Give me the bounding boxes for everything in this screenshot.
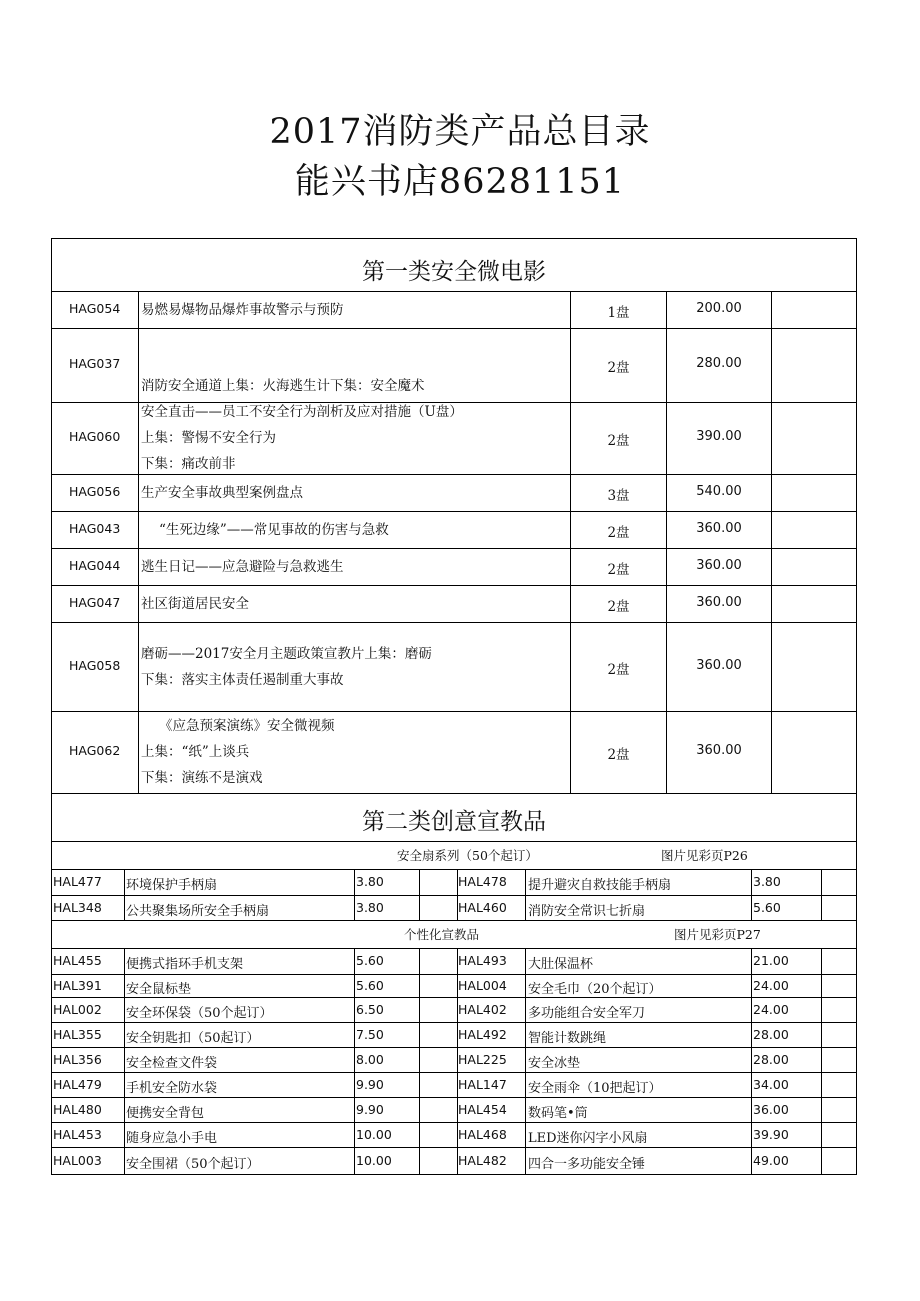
divider [52, 291, 856, 292]
product-name: 智能计数跳绳 [528, 1030, 607, 1046]
product-name: 安全雨伞（10把起订） [528, 1080, 662, 1096]
product-code: HAL480 [53, 1101, 102, 1117]
product-code: HAL391 [53, 977, 102, 993]
row-divider [52, 895, 856, 896]
product-description: “生死边缘”——常见事故的伤害与急救 [159, 521, 389, 538]
product-code: HAL479 [53, 1076, 102, 1092]
product-code: HAL004 [458, 977, 507, 993]
product-price: 8.00 [356, 1051, 384, 1067]
product-price: 390.00 [696, 429, 742, 444]
product-quantity: 3盘 [607, 487, 630, 504]
row-divider [52, 974, 856, 975]
product-quantity: 2盘 [607, 433, 630, 449]
product-price: 360.00 [696, 520, 742, 536]
product-name: 消防安全常识七折扇 [528, 903, 646, 919]
column-divider [419, 948, 420, 1174]
product-name: 安全检查文件袋 [126, 1055, 218, 1071]
row-divider [52, 1122, 856, 1123]
product-name: 手机安全防水袋 [126, 1080, 218, 1096]
product-price: 34.00 [753, 1076, 789, 1092]
product-price: 9.90 [356, 1101, 384, 1117]
column-divider [771, 291, 772, 793]
product-code: HAL453 [53, 1126, 102, 1142]
row-divider [52, 622, 856, 623]
product-code: HAL356 [53, 1051, 102, 1067]
product-price: 49.00 [753, 1152, 789, 1168]
divider [52, 948, 856, 949]
product-description: 下集：演练不是演戏 [141, 770, 263, 786]
product-description: 《应急预案演练》安全微视频 [159, 718, 335, 734]
product-name: 安全毛巾（20个起订） [528, 981, 662, 997]
product-code: HAG037 [69, 356, 121, 371]
column-divider [751, 948, 752, 1174]
product-price: 280.00 [696, 356, 742, 371]
product-code: HAL454 [458, 1101, 507, 1117]
product-code: HAL348 [53, 899, 102, 915]
product-price: 10.00 [356, 1152, 392, 1168]
column-divider [138, 291, 139, 793]
row-divider [52, 328, 856, 329]
row-divider [52, 1047, 856, 1048]
product-quantity: 1盘 [607, 304, 630, 321]
product-code: HAG062 [69, 743, 121, 758]
column-divider [124, 948, 125, 1174]
row-divider [52, 548, 856, 549]
product-code: HAL478 [458, 874, 507, 889]
column-divider [821, 948, 822, 1174]
product-name: 多功能组合安全军刀 [528, 1005, 646, 1021]
row-divider [52, 1097, 856, 1098]
product-quantity: 2盘 [607, 661, 630, 678]
product-code: HAL460 [458, 899, 507, 915]
product-price: 3.80 [356, 874, 384, 889]
product-price: 360.00 [696, 594, 742, 610]
product-price: 36.00 [753, 1101, 789, 1117]
product-price: 5.60 [356, 977, 384, 993]
product-quantity: 2盘 [607, 747, 630, 763]
row-divider [52, 1072, 856, 1073]
section-title-promo-products: 第二类创意宣教品 [362, 809, 546, 835]
product-code: HAL225 [458, 1051, 507, 1067]
group-picture-note: 图片见彩页P26 [661, 848, 748, 863]
catalog-title: 2017消防类产品总目录 [269, 112, 651, 152]
row-divider [52, 920, 856, 921]
product-description: 易燃易爆物品爆炸事故警示与预防 [141, 301, 344, 318]
product-price: 6.50 [356, 1001, 384, 1017]
product-price: 7.50 [356, 1026, 384, 1042]
product-code: HAL493 [458, 953, 507, 968]
product-price: 3.80 [753, 874, 781, 889]
product-name: 便携式指环手机支架 [126, 957, 244, 972]
product-code: HAL455 [53, 953, 102, 968]
product-price: 540.00 [696, 483, 742, 499]
product-description: 逃生日记——应急避险与急救逃生 [141, 558, 344, 575]
product-description: 社区街道居民安全 [141, 595, 249, 612]
product-code: HAL147 [458, 1076, 507, 1092]
column-divider [354, 948, 355, 1174]
product-price: 3.80 [356, 899, 384, 915]
divider [52, 841, 856, 842]
row-divider [52, 997, 856, 998]
product-name: 安全环保袋（50个起订） [126, 1005, 273, 1021]
product-code: HAL355 [53, 1026, 102, 1042]
product-code: HAG060 [69, 429, 121, 444]
product-price: 24.00 [753, 977, 789, 993]
product-code: HAG056 [69, 483, 121, 499]
product-description: 上集：警惕不安全行为 [141, 430, 276, 446]
product-description: 磨砺——2017安全月主题政策宣教片上集：磨砺 [141, 645, 432, 662]
column-divider [525, 948, 526, 1174]
product-price: 9.90 [356, 1076, 384, 1092]
product-price: 360.00 [696, 743, 742, 758]
product-description: 上集：“纸”上谈兵 [141, 744, 250, 760]
product-description: 下集：痛改前非 [141, 456, 236, 472]
row-divider [52, 1147, 856, 1148]
product-code: HAG047 [69, 594, 121, 610]
product-price: 360.00 [696, 557, 742, 573]
product-quantity: 2盘 [607, 598, 630, 615]
product-price: 39.90 [753, 1126, 789, 1142]
row-divider [52, 585, 856, 586]
product-description: 安全直击——员工不安全行为剖析及应对措施（U盘） [141, 404, 463, 420]
product-name: 安全围裙（50个起订） [126, 1156, 260, 1172]
product-name: 安全钥匙扣（50起订） [126, 1030, 260, 1046]
product-price: 5.60 [356, 953, 384, 968]
product-name: 安全冰垫 [528, 1055, 581, 1071]
product-description: 生产安全事故典型案例盘点 [141, 484, 303, 501]
product-quantity: 2盘 [607, 360, 630, 376]
product-code: HAG054 [69, 300, 121, 316]
product-name: 公共聚集场所安全手柄扇 [126, 903, 270, 919]
product-price: 200.00 [696, 300, 742, 316]
product-quantity: 2盘 [607, 561, 630, 578]
product-code: HAL003 [53, 1152, 102, 1168]
product-code: HAL477 [53, 874, 102, 889]
divider [52, 869, 856, 870]
group-name: 安全扇系列（50个起订） [397, 848, 538, 863]
product-quantity: 2盘 [607, 524, 630, 541]
product-code: HAG044 [69, 557, 121, 573]
product-code: HAL492 [458, 1026, 507, 1042]
product-price: 10.00 [356, 1126, 392, 1142]
product-price: 5.60 [753, 899, 781, 915]
product-code: HAG058 [69, 657, 121, 673]
catalog-table [51, 238, 857, 1175]
group-picture-note: 图片见彩页P27 [674, 927, 761, 942]
product-name: 数码笔•筒 [528, 1105, 588, 1121]
product-code: HAL468 [458, 1126, 507, 1142]
product-code: HAG043 [69, 520, 121, 536]
product-name: 随身应急小手电 [126, 1130, 218, 1146]
store-name-phone: 能兴书店86281151 [294, 162, 626, 202]
product-name: 四合一多功能安全锤 [528, 1156, 646, 1172]
product-price: 21.00 [753, 953, 789, 968]
product-name: 提升避灾自救技能手柄扇 [528, 878, 672, 893]
group-name: 个性化宣教品 [404, 927, 480, 942]
product-code: HAL482 [458, 1152, 507, 1168]
product-description: 消防安全通道上集：火海逃生计下集：安全魔术 [141, 378, 425, 394]
product-price: 28.00 [753, 1026, 789, 1042]
product-price: 28.00 [753, 1051, 789, 1067]
product-price: 24.00 [753, 1001, 789, 1017]
product-name: 环境保护手柄扇 [126, 878, 218, 893]
row-divider [52, 511, 856, 512]
product-description: 下集：落实主体责任遏制重大事故 [141, 671, 344, 688]
product-code: HAL002 [53, 1001, 102, 1017]
row-divider [52, 1022, 856, 1023]
product-name: 便携安全背包 [126, 1105, 205, 1121]
section-title-micro-films: 第一类安全微电影 [362, 259, 546, 285]
row-divider [52, 711, 856, 712]
product-name: 安全鼠标垫 [126, 981, 192, 997]
product-code: HAL402 [458, 1001, 507, 1017]
product-name: LED迷你闪字小风扇 [528, 1130, 648, 1146]
product-price: 360.00 [696, 657, 742, 673]
product-name: 大肚保温杯 [528, 957, 594, 972]
row-divider [52, 793, 856, 794]
